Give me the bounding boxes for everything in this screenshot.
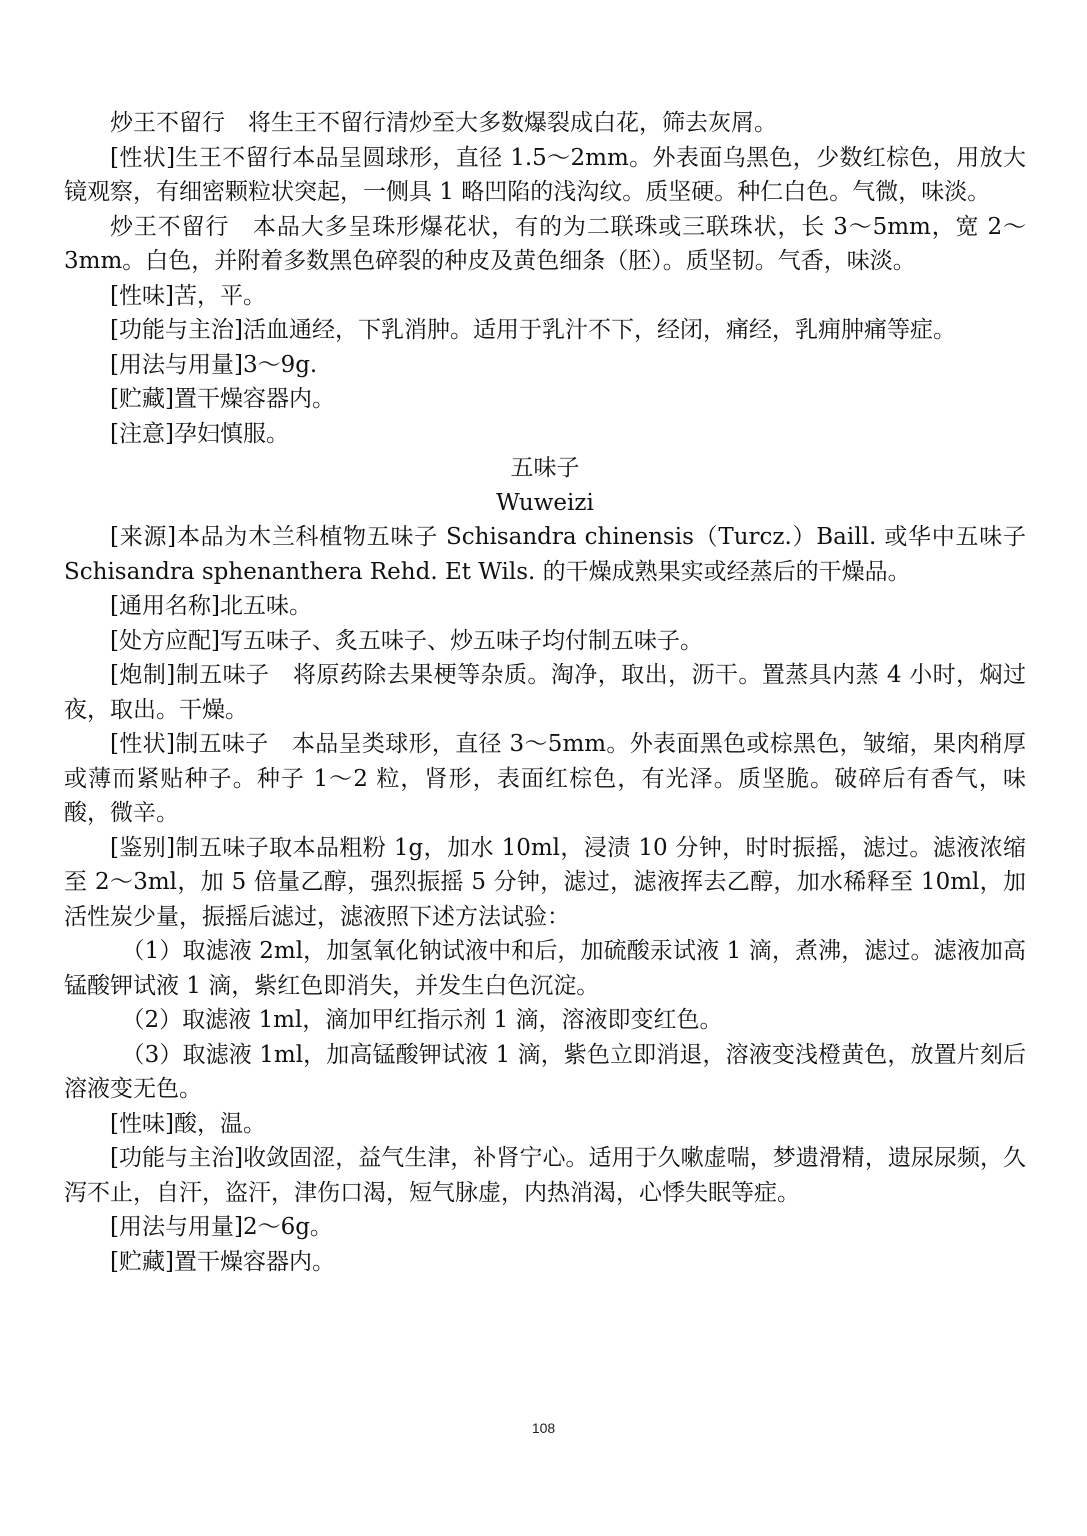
paragraph-nature-taste-2: [性味]酸，温。 xyxy=(110,1110,266,1137)
paragraph-identification: [鉴别]制五味子取本品粗粉 1g，加水 10ml，浸渍 10 分钟，时时振摇，滤过。滤液浓缩至 2～3ml，加 5 倍量乙醇，强烈振摇 5 分钟，滤过，滤液挥去乙醇，加水稀释至 10ml，加活性炭少量，振摇后滤过，滤液照下述方法试验： xyxy=(64,834,1026,930)
paragraph-storage-2: [贮藏]置干燥容器内。 xyxy=(110,1248,335,1275)
paragraph-storage: [贮藏]置干燥容器内。 xyxy=(110,386,335,412)
paragraph-common-name: [通用名称]北五味。 xyxy=(110,593,312,619)
paragraph-test-2: （2）取滤液 1ml，滴加甲红指示剂 1 滴，溶液即变红色。 xyxy=(121,1007,723,1033)
paragraph-prescription: [处方应配]写五味子、炙五味子、炒五味子均付制五味子。 xyxy=(110,627,703,654)
paragraph-nature-taste: [性味]苦，平。 xyxy=(110,282,266,309)
paragraph-description: [性状]制五味子 本品呈类球形，直径 3～5mm。外表面黑色或棕黑色，皱缩，果肉稍厚或薄而紧贴种子。种子 1～2 粒，肾形，表面红棕色，有光泽。质坚脆。破碎后有香气，味酸，微辛。 xyxy=(64,731,1026,826)
paragraph-caution: [注意]孕妇慎服。 xyxy=(110,420,289,447)
paragraph-processing: [炮制]制五味子 将原药除去果梗等杂质。淘净，取出，沥干。置蒸具内蒸 4 小时，焖过夜，取出。干燥。 xyxy=(64,662,1026,723)
page-number: 108 xyxy=(531,1420,556,1436)
document-body xyxy=(64,106,1026,1279)
paragraph-test-3: （3）取滤液 1ml，加高锰酸钾试液 1 滴，紫色立即消退，溶液变浅橙黄色，放置片刻后溶液变无色。 xyxy=(64,1041,1026,1102)
paragraph-stir-fried-description: 炒王不留行 本品大多呈珠形爆花状，有的为二联珠或三联珠状，长 3～5mm，宽 2～3mm。白色，并附着多数黑色碎裂的种皮及黄色细条（胚）。质坚韧。气香，味淡。 xyxy=(64,213,1026,274)
section-subtitle: Wuweizi xyxy=(496,489,594,516)
paragraph-usage-dosage-2: [用法与用量]2～6g。 xyxy=(110,1214,333,1240)
section-title: 五味子 xyxy=(510,455,580,481)
paragraph-test-1: （1）取滤液 2ml，加氢氧化钠试液中和后，加硫酸汞试液 1 滴，煮沸，滤过。滤液加高锰酸钾试液 1 滴，紫红色即消失，并发生白色沉淀。 xyxy=(64,938,1026,999)
paragraph-usage-dosage: [用法与用量]3～9g. xyxy=(110,351,318,378)
paragraph-source: [来源]本品为木兰科植物五味子 Schisandra chinensis（Turcz.）Baill. 或华中五味子 Schisandra sphenanthera Rehd. Et Wils. 的干燥成熟果实或经蒸后的干燥品。 xyxy=(64,524,1026,585)
paragraph-stir-fried-wangbuliuxing-processing: 炒王不留行 将生王不留行清炒至大多数爆裂成白花，筛去灰屑。 xyxy=(110,110,777,136)
paragraph-functions-indications: [功能与主治]活血通经，下乳消肿。适用于乳汁不下，经闭，痛经，乳痈肿痛等症。 xyxy=(110,317,956,343)
paragraph-raw-description: [性状]生王不留行本品呈圆球形，直径 1.5～2mm。外表面乌黑色，少数红棕色，用放大镜观察，有细密颗粒状突起，一侧具 1 略凹陷的浅沟纹。质坚硬。种仁白色。气微，味淡。 xyxy=(64,144,1026,205)
paragraph-functions-indications-2: [功能与主治]收敛固涩，益气生津，补肾宁心。适用于久嗽虚喘，梦遗滑精，遗尿尿频，久泻不止，自汗，盗汗，津伤口渴，短气脉虚，内热消渴，心悸失眠等症。 xyxy=(64,1145,1026,1206)
